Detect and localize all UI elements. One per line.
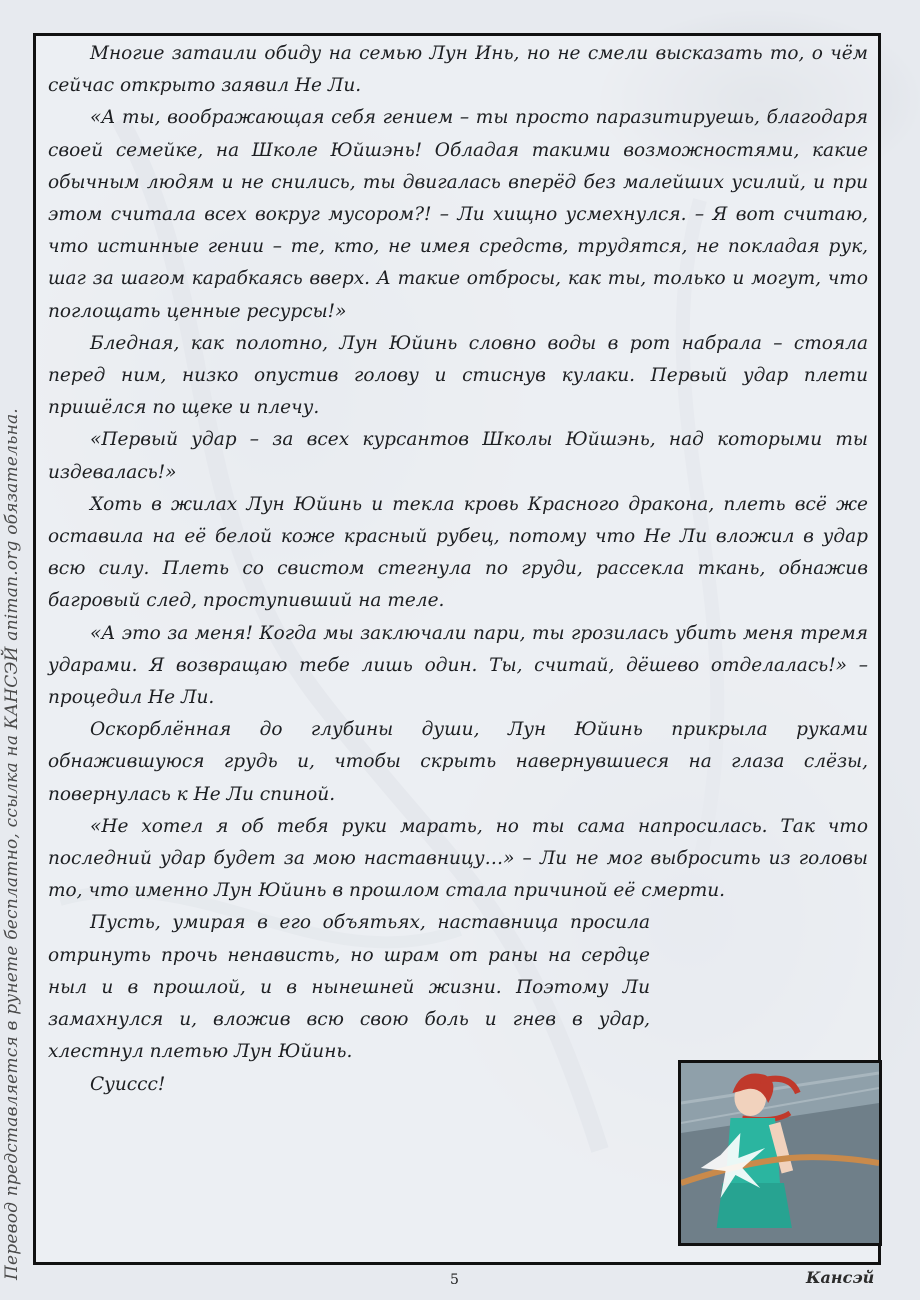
paragraph: Многие затаили обиду на семью Лун Инь, но не смели высказать то, о чём сейчас открыто заявил Не Ли. [48,43,868,97]
paragraph: «Первый удар – за всех курсантов Школы Юйшэнь, над которыми ты издевалась!» [48,429,868,483]
page-number: 5 [450,1272,459,1288]
paragraph: Суиссс! [90,1073,166,1095]
illustration-whip-strike [678,1060,882,1246]
paragraph: Пусть, умирая в его объятьях, наставница просила отринуть прочь ненависть, но шрам от раны на сердце ныл и в прошлой, и в нынешней жизни. Поэтому Ли замахнулся и, вложив всю свою боль и гнев в удар, хлестнул плетью Лун Юйинь. [48,912,650,1063]
paragraph: Бледная, как полотно, Лун Юйинь словно воды в рот набрала – стояла перед ним, низко опустив голову и стиснув кулаки. Первый удар плети пришёлся по щеке и плечу. [48,332,868,419]
paragraph: Оскорблённая до глубины души, Лун Юйинь прикрыла руками обнажившуюся грудь и, чтобы скрыть навернувшиеся на глаза слёзы, повернулась к Не Ли спиной. [48,719,868,805]
paragraph: Хоть в жилах Лун Юйинь и текла кровь Красного дракона, плеть всё же оставила на её белой коже красный рубец, потому что Не Ли вложил в удар всю силу. Плеть со свистом стегнула по груди, рассекла ткань, обнажив багровый след, проступивший на теле. [48,493,868,612]
translation-credit: Перевод представляется в рунете бесплатно, ссылка на КАНСЭЙ animan.org обязательна. [2,408,22,1280]
kansei-logo: Кансэй [806,1268,875,1287]
paragraph: «А ты, воображающая себя гением – ты просто паразитируешь, благодаря своей семейке, на Школе Юйшэнь! Обладая такими возможностями, какие обычным людям и не снились, ты двигалась вперёд без малейших усилий, и при этом считала всех вокруг мусором?! – Ли хищно усмехнулся. – Я вот считаю, что истинные гении – те, кто, не имея средств, трудятся, не покладая рук, шаг за шагом карабкаясь вверх. А такие отбросы, как ты, только и могут, что поглощать ценные ресурсы!» [48,107,868,322]
paragraph: «А это за меня! Когда мы заключали пари, ты грозилась убить меня тремя ударами. Я возвращаю тебе лишь один. Ты, считай, дёшево отделалась!» – процедил Не Ли. [48,622,868,709]
story-text [48,38,868,1101]
paragraph: «Не хотел я об тебя руки марать, но ты сама напросилась. Так что последний удар будет за мою наставницу…» – Ли не мог выбросить из головы то, что именно Лун Юйинь в прошлом стала причиной её смерти. [48,815,868,902]
